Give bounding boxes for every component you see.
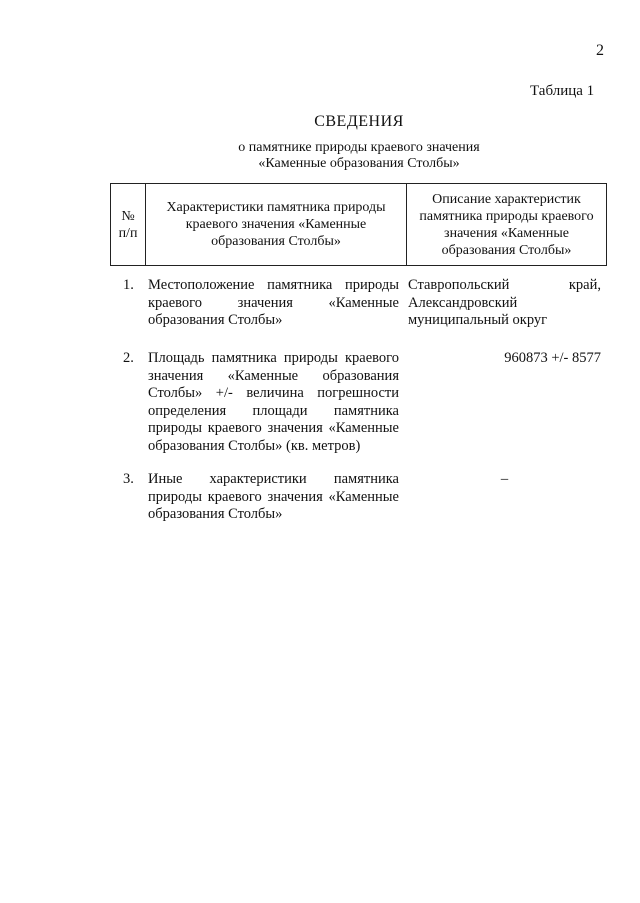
info-table-body [110, 277, 606, 531]
row-description: Ставропольский край, Александровский муниципальный округ [408, 277, 601, 328]
row-characteristic: Площадь памятника природы краевого значения «Каменные образования Столбы» +/- величина погрешности определения площади памятника природы краевого значения «Каменные образования Столбы» (кв. метров) [148, 350, 399, 454]
subtitle-line-2: «Каменные образования Столбы» [258, 156, 460, 171]
row-num: 2. [123, 350, 134, 366]
document-subtitle [0, 140, 640, 172]
header-num: № п/п [111, 184, 146, 266]
row-characteristic: Иные характеристики памятника природы краевого значения «Каменные образования Столбы» [148, 471, 399, 522]
header-row [111, 184, 607, 266]
info-table-header [110, 183, 607, 266]
row-num: 3. [123, 471, 134, 487]
subtitle-line-1: о памятнике природы краевого значения [238, 140, 480, 155]
row-description: – [500, 471, 509, 487]
row-characteristic: Местоположение памятника природы краевого значения «Каменные образования Столбы» [148, 277, 399, 328]
row-description: 960873 +/- 8577 [504, 350, 601, 366]
row-num: 1. [123, 277, 134, 293]
header-description: Описание характеристик памятника природы краевого значения «Каменные образования Столбы» [407, 184, 607, 266]
table-row [110, 471, 606, 531]
table-row [110, 277, 606, 350]
page-number: 2 [596, 42, 604, 59]
table-row [110, 350, 606, 471]
header-characteristic: Характеристики памятника природы краевого значения «Каменные образования Столбы» [146, 184, 407, 266]
table-label: Таблица 1 [530, 83, 595, 99]
document-title: СВЕДЕНИЯ [314, 113, 404, 130]
